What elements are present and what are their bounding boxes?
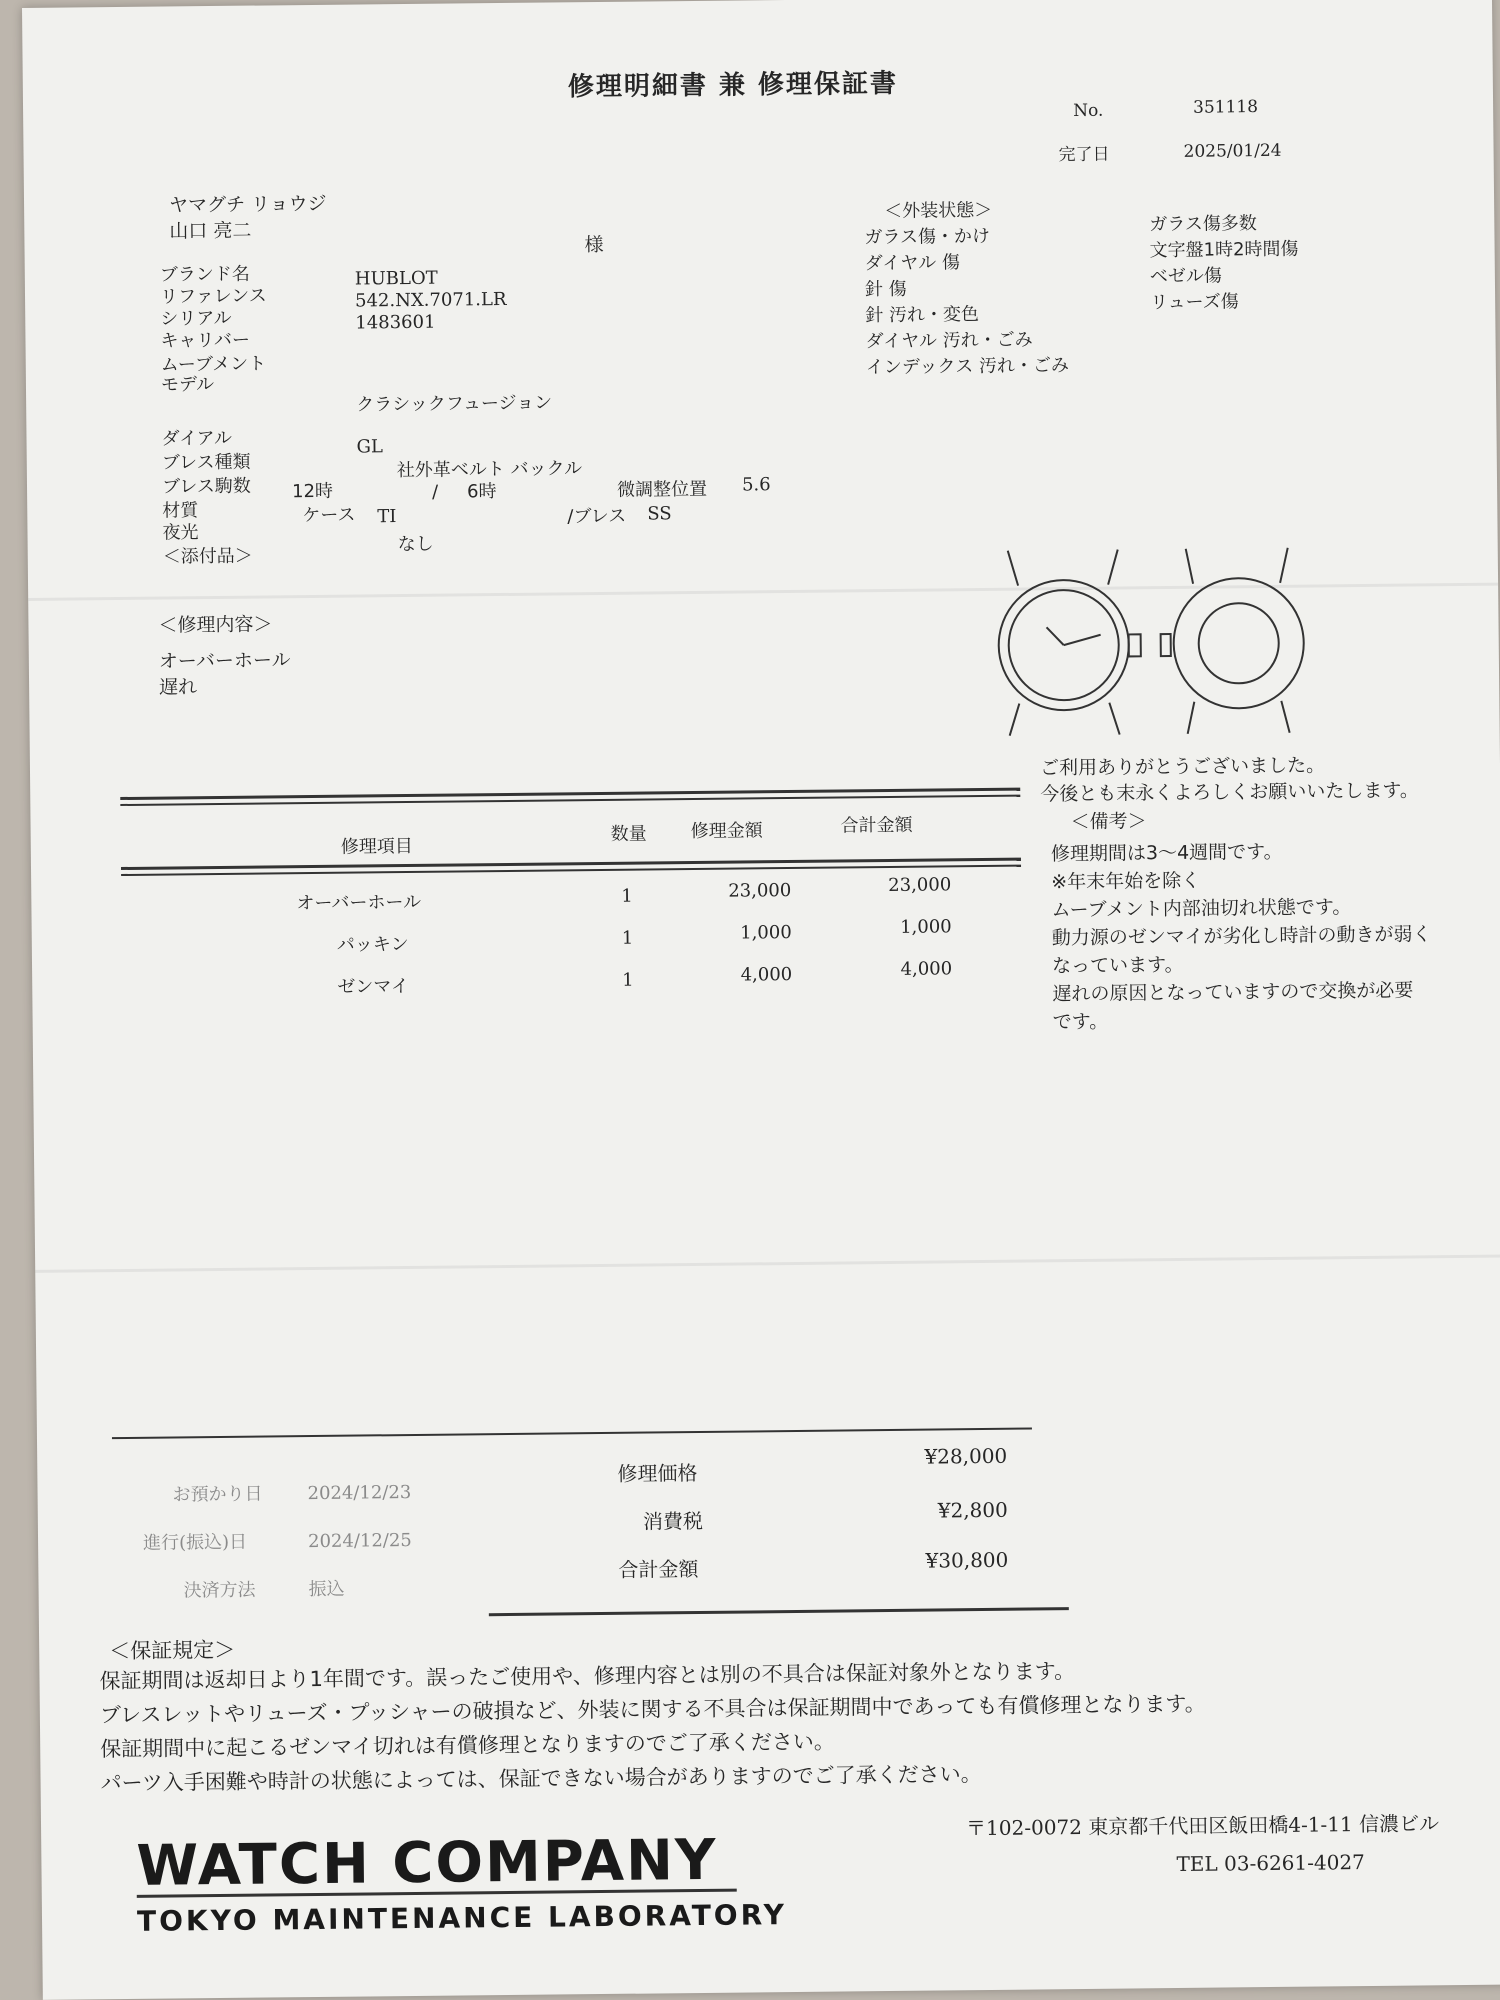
exterior-note: ガラス傷多数	[1149, 213, 1257, 236]
tax-value: ¥2,800	[937, 1497, 1008, 1523]
company-tel: TEL 03-6261-4027	[1176, 1850, 1365, 1877]
completed-date-value: 2025/01/24	[1183, 140, 1282, 162]
customer-name-kana: ヤマグチ リョウジ	[168, 192, 327, 217]
remarks-line: なっています。	[1051, 953, 1184, 978]
case-label: ケース	[302, 504, 356, 527]
warranty-line: パーツ入手困難や時計の状態によっては、保証できない場合がありますのでご了承ください。	[100, 1762, 982, 1796]
row-total: 23,000	[888, 874, 952, 896]
number-label: No.	[1073, 100, 1104, 121]
repair-heading: ＜修理内容＞	[158, 613, 273, 637]
number-value: 351118	[1193, 97, 1259, 118]
summary-top-rule	[112, 1428, 1032, 1440]
links-12-value: 12時	[291, 480, 334, 503]
remarks-line: です。	[1052, 1010, 1109, 1034]
exterior-note: リューズ傷	[1150, 291, 1239, 314]
dial-value: GL	[356, 436, 384, 458]
links-separator: /	[431, 481, 439, 503]
row-item: オーバーホール	[296, 891, 422, 915]
bracelet-material-label: /ブレス	[567, 505, 627, 528]
watch-back-icon	[1160, 548, 1305, 734]
repair-price-label: 修理価格	[617, 1461, 698, 1486]
row-unit-price: 1,000	[740, 921, 792, 944]
summary-bottom-rule	[489, 1607, 1069, 1616]
bracelet-material-value: SS	[647, 503, 672, 525]
accessories-value: なし	[397, 533, 434, 556]
adjust-position-label: 微調整位置	[616, 478, 708, 501]
tax-label: 消費税	[642, 1508, 704, 1534]
company-logo-main: WATCH COMPANY	[136, 1827, 718, 1899]
honorific: 様	[584, 233, 604, 257]
table-header-qty: 数量	[610, 823, 647, 845]
exterior-item: 針 汚れ・変色	[865, 303, 980, 327]
remarks-line: 動力源のゼンマイが劣化し時計の動きが弱く	[1051, 923, 1432, 950]
exterior-item: 針 傷	[864, 278, 907, 301]
row-item: パッキン	[336, 934, 409, 956]
remarks-line: 遅れの原因となっていますので交換が必要	[1052, 979, 1414, 1006]
thanks-line: 今後とも末永くよろしくお願いいたします。	[1040, 779, 1419, 806]
grand-total-label: 合計金額	[618, 1557, 699, 1582]
exterior-note: ベゼル傷	[1149, 265, 1222, 288]
received-date-value: 2024/12/23	[307, 1482, 412, 1505]
payment-method-label: 決済方法	[183, 1579, 256, 1602]
grand-total-value: ¥30,800	[925, 1547, 1009, 1573]
thanks-line: ご利用ありがとうございました。	[1039, 754, 1326, 780]
remarks-heading: ＜備考＞	[1070, 810, 1147, 834]
exterior-item: ダイヤル 汚れ・ごみ	[865, 329, 1033, 353]
company-address: 〒102-0072 東京都千代田区飯田橋4-1-11 信濃ビル	[965, 1811, 1440, 1841]
table-header-total: 合計金額	[840, 814, 913, 837]
reference-value: 542.NX.7071.LR	[354, 288, 507, 312]
remarks-line: ※年末年始を除く	[1051, 869, 1201, 894]
exterior-note: 文字盤1時2時間傷	[1149, 238, 1299, 262]
dial-label: ダイアル	[161, 427, 233, 450]
accessories-label: ＜添付品＞	[162, 545, 253, 568]
table-header-rule	[121, 858, 1021, 870]
progress-date-value: 2024/12/25	[307, 1530, 412, 1553]
fold-line	[35, 1255, 1500, 1273]
row-qty: 1	[621, 927, 634, 949]
row-unit-price: 23,000	[728, 879, 792, 902]
exterior-item: インデックス 汚れ・ごみ	[865, 355, 1070, 379]
warranty-line: 保証期間中に起こるゼンマイ切れは有償修理となりますのでご了承ください。	[100, 1729, 835, 1762]
warranty-line: ブレスレットやリューズ・プッシャーの破損など、外装に関する不具合は保証期間中であっても有償修理となります。	[99, 1691, 1206, 1728]
exterior-item: ガラス傷・かけ	[864, 225, 991, 249]
exterior-item: ダイヤル 傷	[864, 252, 961, 275]
caliber-label: キャリバー	[160, 329, 251, 352]
row-qty: 1	[622, 969, 634, 991]
row-total: 1,000	[900, 916, 952, 938]
bracelet-links-label: ブレス駒数	[161, 475, 251, 498]
customer-name-kanji: 山口 亮二	[169, 219, 252, 243]
serial-value: 1483601	[355, 311, 436, 334]
remarks-line: 修理期間は3～4週間です。	[1050, 840, 1283, 866]
row-total: 4,000	[900, 958, 953, 980]
received-date-label: お預かり日	[172, 1483, 263, 1506]
case-value: TI	[377, 506, 397, 528]
material-label: 材質	[162, 500, 199, 522]
adjust-position-value: 5.6	[741, 474, 771, 496]
links-6-value: 6時	[466, 481, 497, 503]
reference-label: リファレンス	[159, 285, 267, 308]
luminous-label: 夜光	[162, 522, 199, 544]
row-unit-price: 4,000	[740, 963, 793, 986]
repair-price-value: ¥28,000	[924, 1443, 1008, 1469]
payment-method-value: 振込	[308, 1578, 345, 1601]
table-top-rule	[120, 788, 1020, 800]
repair-statement-sheet	[22, 0, 1500, 2000]
remarks-line: ムーブメント内部油切れ状態です。	[1051, 896, 1352, 922]
completed-date-label: 完了日	[1058, 144, 1110, 166]
progress-date-label: 進行(振込)日	[142, 1531, 248, 1554]
model-value: クラシックフュージョン	[356, 392, 553, 416]
exterior-heading: ＜外装状態＞	[884, 199, 993, 222]
bracelet-type-label: ブレス種類	[161, 451, 251, 474]
warranty-line: 保証期間は返却日より1年間です。誤ったご使用や、修理内容とは別の不具合は保証対象外となります。	[99, 1659, 1076, 1694]
movement-label: ムーブメント	[160, 353, 267, 376]
watch-front-icon	[998, 549, 1142, 735]
model-label: モデル	[160, 374, 215, 396]
brand-label: ブランド名	[159, 263, 250, 286]
serial-label: シリアル	[160, 307, 232, 330]
table-header-unit-price: 修理金額	[690, 820, 763, 843]
table-header-item: 修理項目	[340, 835, 413, 858]
brand-value: HUBLOT	[354, 267, 438, 290]
document-title: 修理明細書 兼 修理保証書	[567, 68, 899, 103]
company-logo-sub: TOKYO MAINTENANCE LABORATORY	[136, 1898, 788, 1938]
watch-diagram	[988, 542, 1350, 746]
row-qty: 1	[621, 885, 633, 907]
warranty-heading: ＜保証規定＞	[109, 1637, 236, 1664]
row-item: ゼンマイ	[337, 976, 410, 998]
repair-line: 遅れ	[159, 676, 198, 699]
bracelet-type-value: 社外革ベルト バックル	[396, 458, 583, 482]
repair-line: オーバーホール	[158, 649, 291, 673]
